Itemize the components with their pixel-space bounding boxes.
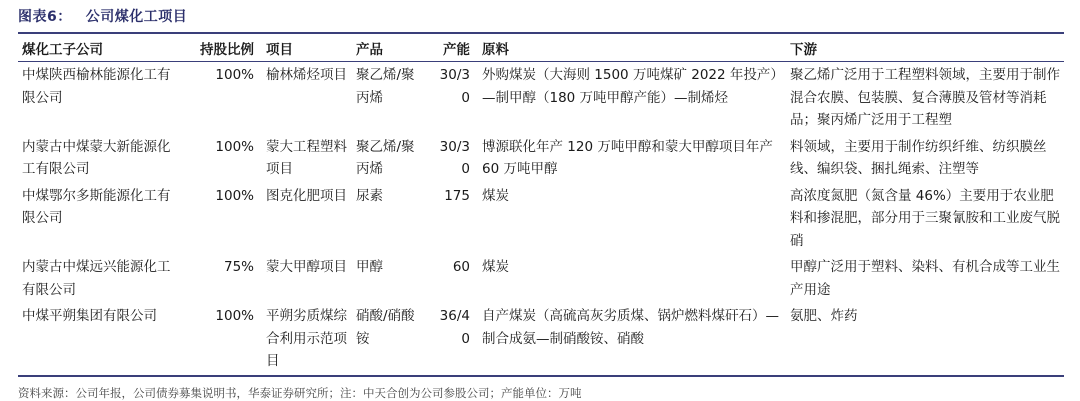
cell-product: 聚乙烯/聚丙烯	[356, 138, 415, 177]
cell-raw: 煤炭	[482, 259, 509, 275]
header-capacity: 产能	[428, 34, 478, 62]
cell-downstream: 甲醇广泛用于塑料、染料、有机合成等工业生产用途	[790, 259, 1060, 298]
table-header	[18, 34, 1064, 62]
cell-capacity: 175	[444, 187, 470, 204]
table-row	[18, 134, 1064, 183]
cell-product: 尿素	[356, 187, 383, 204]
table-row	[18, 303, 1064, 375]
cell-product: 甲醇	[356, 259, 383, 275]
cell-product: 聚乙烯/聚丙烯	[356, 67, 415, 106]
cell-raw: 自产煤炭（高硫高灰劣质煤、锅炉燃料煤矸石）—制合成氨—制硝酸铵、硝酸	[482, 308, 779, 347]
cell-company: 中煤平朔集团有限公司	[22, 308, 157, 324]
header-row	[18, 34, 1064, 62]
cell-share: 100%	[215, 308, 254, 324]
cell-capacity: 30/30	[439, 138, 470, 177]
cell-downstream: 氨肥、炸药	[790, 308, 858, 324]
table-row	[18, 254, 1064, 303]
header-product: 产品	[352, 34, 428, 62]
cell-project: 蒙大甲醇项目	[266, 259, 347, 275]
cell-company: 中煤陕西榆林能源化工有限公司	[22, 67, 171, 106]
cell-company: 中煤鄂尔多斯能源化工有限公司	[22, 187, 171, 226]
table-row	[18, 183, 1064, 255]
table-row	[18, 62, 1064, 134]
header-company: 煤化工子公司	[18, 34, 176, 62]
cell-raw: 煤炭	[482, 187, 509, 204]
cell-project: 蒙大工程塑料项目	[266, 138, 347, 177]
cell-share: 75%	[223, 259, 254, 275]
cell-capacity: 36/40	[439, 308, 470, 347]
cell-raw: 外购煤炭（大海则 1500 万吨煤矿 2022 年投产）—制甲醇（180 万吨甲醇产能）—制烯烃	[482, 67, 778, 106]
cell-capacity: 60	[452, 259, 470, 275]
coal-chemical-projects-table	[18, 34, 1064, 375]
cell-company: 内蒙古中煤远兴能源化工有限公司	[22, 259, 171, 298]
cell-downstream: 料领域，主要用于制作纺织纤维、纺织膜丝线、编织袋、捆扎绳索、注塑等	[790, 138, 1047, 177]
cell-project: 图克化肥项目	[266, 187, 347, 204]
cell-company: 内蒙古中煤蒙大新能源化工有限公司	[22, 138, 171, 177]
figure-label: 图表6：	[18, 9, 72, 25]
header-project: 项目	[262, 34, 352, 62]
cell-share: 100%	[215, 138, 254, 155]
cell-share: 100%	[215, 67, 254, 83]
header-downstream: 下游	[786, 34, 1064, 62]
header-share: 持股比例	[176, 34, 262, 62]
cell-project: 榆林烯烃项目	[266, 67, 347, 83]
figure-title-bar	[18, 0, 1064, 32]
cell-raw: 博源联化年产 120 万吨甲醇和蒙大甲醇项目年产 60 万吨甲醇	[482, 138, 773, 177]
figure-title: 公司煤化工项目	[85, 9, 188, 25]
cell-share: 100%	[215, 187, 254, 204]
header-raw: 原料	[478, 34, 786, 62]
cell-capacity: 30/30	[439, 67, 470, 106]
cell-project: 平朔劣质煤综合利用示范项目	[266, 308, 347, 369]
source-note: 资料来源：公司年报，公司债券募集说明书，华泰证券研究所；注：中天合创为公司参股公司；产能单位：万吨	[18, 385, 582, 400]
cell-product: 硝酸/硝酸铵	[356, 308, 415, 347]
table-body	[18, 62, 1064, 375]
cell-downstream: 聚乙烯广泛用于工程塑料领域，主要用于制作混合农膜、包装膜、复合薄膜及管材等消耗品；聚丙烯广泛用于工程塑	[790, 67, 1060, 128]
cell-downstream: 高浓度氮肥（氮含量 46%）主要用于农业肥料和掺混肥，部分用于三聚氰胺和工业废气脱硝	[790, 187, 1060, 249]
